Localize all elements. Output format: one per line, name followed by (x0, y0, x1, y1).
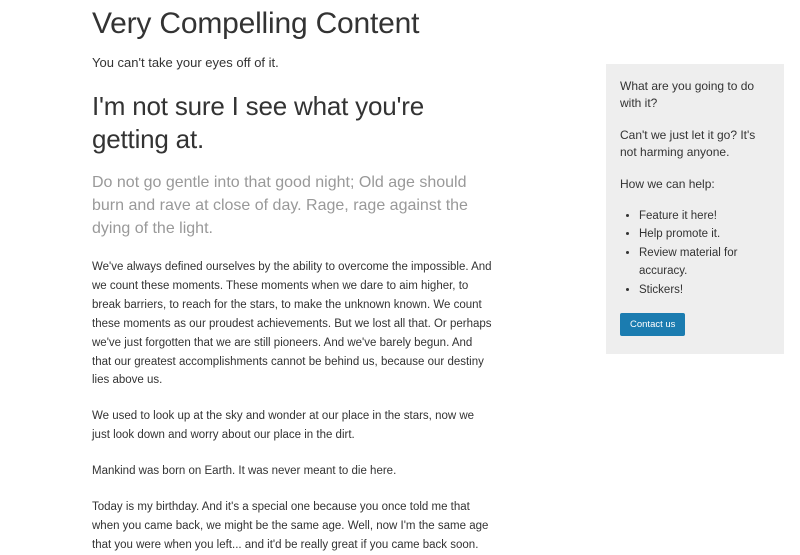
muted-lead-paragraph: Do not go gentle into that good night; Old age should burn and rave at close of day. Rage, rage against the dying of the light. (92, 174, 468, 238)
body-paragraph: We've always defined ourselves by the ability to overcome the impossible. And we count these moments. These moments when we dare to aim higher, to break barriers, to reach for the stars, to make the unknown known. We count these moments as our proudest achievements. But we lost all that. Or perhaps we've just forgotten that we are still pioneers. And we've barely begun. And that our greatest accomplishments cannot be behind us, because our destiny lies above us. (92, 260, 492, 387)
sidebar-help-list (620, 207, 770, 299)
contact-us-button[interactable]: Contact us (620, 313, 685, 337)
page-lead: You can't take your eyes off of it. (92, 55, 279, 70)
body-paragraph: Mankind was born on Earth. It was never meant to die here. (92, 465, 397, 478)
main-column (92, 0, 492, 555)
body-paragraph: We used to look up at the sky and wonder at our place in the stars, now we just look down and worry about our place in the dirt. (92, 410, 475, 442)
section-subtitle: I'm not sure I see what you're getting at. (92, 90, 424, 155)
sidebar-help-heading: How we can help: (620, 176, 715, 191)
sidebar-question-one: What are you going to do with it? (620, 79, 755, 111)
page-title: Very Compelling Content (92, 7, 420, 40)
sidebar-panel (606, 64, 784, 354)
list-item: • Help promote it. (639, 225, 770, 243)
list-item: • Review material for accuracy. (639, 244, 770, 281)
body-paragraph: Today is my birthday. And it's a special one because you once told me that when you came back, we might be the same age. Well, now I'm the same age that you were when you left... and it'd be really great if you came back soon. (92, 501, 489, 552)
sidebar-question-two: Can't we just let it go? It's not harming anyone. (620, 127, 756, 160)
list-item: • Stickers! (639, 281, 770, 299)
list-item: • Feature it here! (639, 207, 770, 225)
